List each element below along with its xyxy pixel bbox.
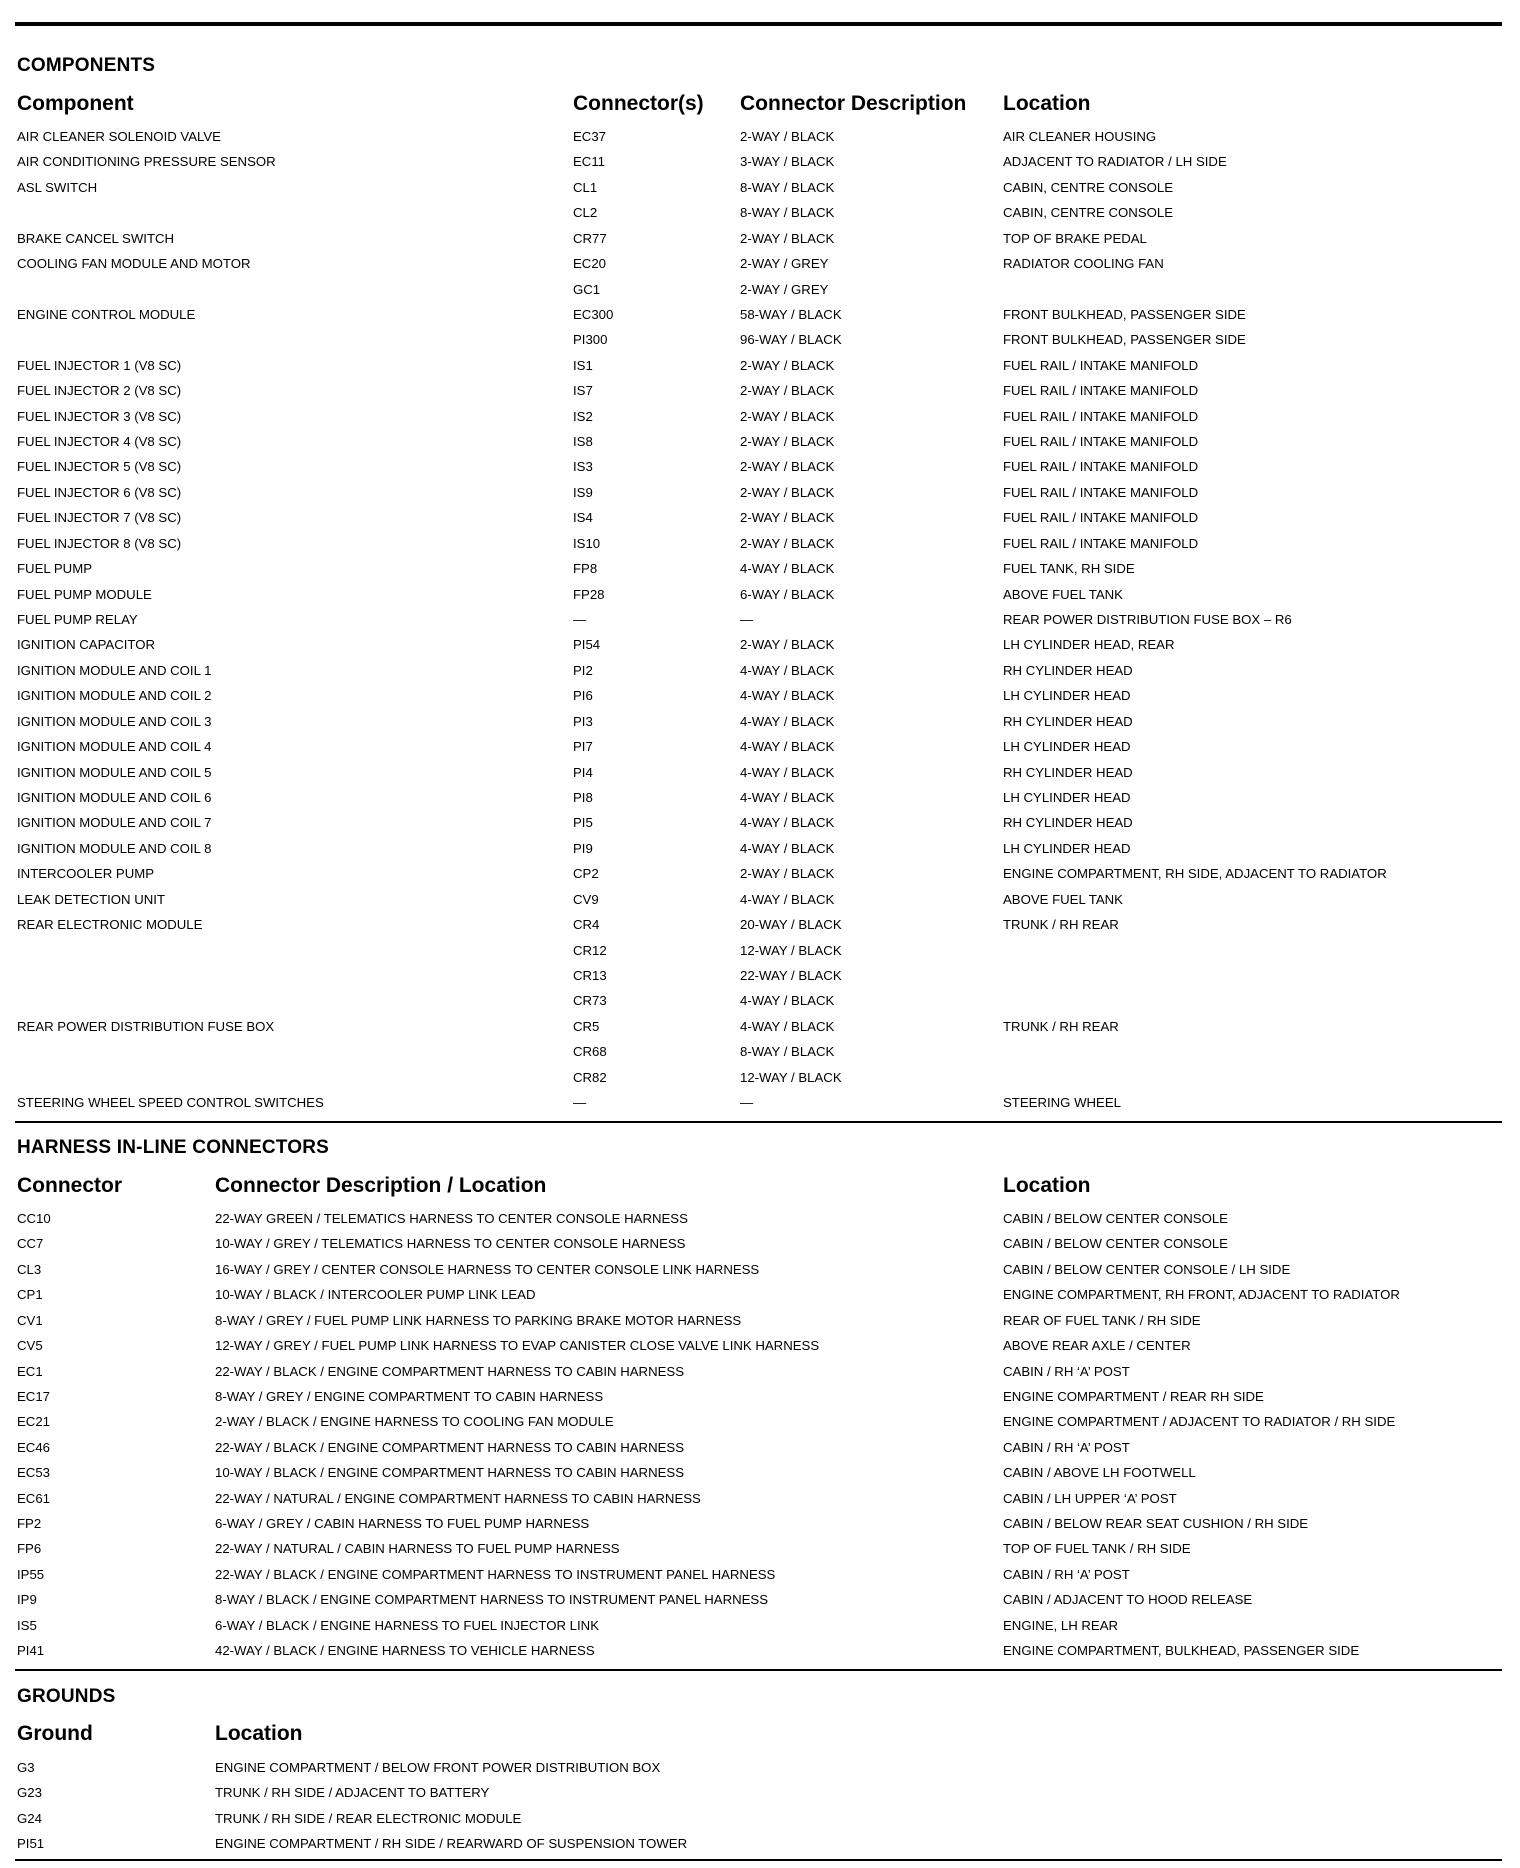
connector-description-cell: 4-WAY / BLACK [740, 764, 835, 780]
table-row [0, 1333, 1520, 1358]
connector-id-cell: IS2 [573, 408, 593, 424]
table-row [0, 1755, 1520, 1780]
ground-id-cell: PI51 [17, 1836, 45, 1852]
component-name-cell: FUEL INJECTOR 7 (V8 SC) [17, 510, 182, 526]
location-cell: RH CYLINDER HEAD [1003, 713, 1133, 729]
location-cell: CABIN, CENTRE CONSOLE [1003, 205, 1174, 221]
location-cell: RH CYLINDER HEAD [1003, 662, 1133, 678]
connector-id-cell: CR82 [573, 1069, 607, 1085]
table-row [0, 175, 1520, 200]
table-row [0, 124, 1520, 149]
connector-description-cell: 22-WAY / NATURAL / CABIN HARNESS TO FUEL PUMP HARNESS [215, 1541, 620, 1557]
connector-description-cell: 6-WAY / GREY / CABIN HARNESS TO FUEL PUMP HARNESS [215, 1516, 590, 1532]
connector-id-cell: PI7 [573, 739, 593, 755]
connector-description-cell: 22-WAY / NATURAL / ENGINE COMPARTMENT HARNESS TO CABIN HARNESS [215, 1490, 701, 1506]
table-row [0, 251, 1520, 276]
component-name-cell: IGNITION MODULE AND COIL 8 [17, 840, 212, 856]
location-cell: FUEL RAIL / INTAKE MANIFOLD [1003, 484, 1199, 500]
location-cell: ENGINE COMPARTMENT, BULKHEAD, PASSENGER SIDE [1003, 1643, 1360, 1659]
table-row [0, 1511, 1520, 1536]
table-row [0, 531, 1520, 556]
connector-id-cell: IP9 [17, 1592, 37, 1608]
connector-id-cell: IS3 [573, 459, 593, 475]
table-row [0, 1831, 1520, 1856]
connector-id-cell: CV5 [17, 1338, 43, 1354]
connector-description-cell: 2-WAY / BLACK [740, 484, 835, 500]
component-name-cell: IGNITION MODULE AND COIL 7 [17, 815, 212, 831]
connector-description-cell: 4-WAY / BLACK [740, 688, 835, 704]
header-connector-description-location: Connector Description / Location [215, 1174, 547, 1197]
connector-id-cell: EC20 [573, 256, 606, 272]
components-table [0, 124, 1520, 1115]
connector-id-cell: CR73 [573, 993, 607, 1009]
location-cell: AIR CLEANER HOUSING [1003, 129, 1157, 144]
connector-id-cell: EC300 [573, 306, 614, 322]
table-row [0, 582, 1520, 607]
location-cell: TRUNK / RH SIDE / ADJACENT TO BATTERY [215, 1785, 490, 1801]
component-name-cell: IGNITION MODULE AND COIL 1 [17, 662, 212, 678]
connector-id-cell: CR12 [573, 942, 607, 958]
connector-description-cell: 16-WAY / GREY / CENTER CONSOLE HARNESS TO CENTER CONSOLE LINK HARNESS [215, 1261, 760, 1277]
component-name-cell: COOLING FAN MODULE AND MOTOR [17, 256, 251, 272]
connector-id-cell: CR77 [573, 230, 607, 246]
header-connector: Connector [17, 1174, 122, 1197]
table-row [0, 734, 1520, 759]
connector-description-cell: 2-WAY / BLACK [740, 408, 835, 424]
location-cell: ENGINE COMPARTMENT / RH SIDE / REARWARD OF SUSPENSION TOWER [215, 1836, 688, 1852]
connector-id-cell: CC10 [17, 1211, 51, 1226]
table-row [0, 709, 1520, 734]
ground-id-cell: G24 [17, 1810, 42, 1826]
location-cell: FUEL RAIL / INTAKE MANIFOLD [1003, 408, 1199, 424]
location-cell: CABIN / BELOW CENTER CONSOLE [1003, 1236, 1228, 1252]
connector-description-cell: 2-WAY / BLACK / ENGINE HARNESS TO COOLING FAN MODULE [215, 1414, 614, 1430]
connector-description-cell: 6-WAY / BLACK [740, 586, 835, 602]
component-name-cell: STEERING WHEEL SPEED CONTROL SWITCHES [17, 1095, 324, 1111]
connector-description-cell: 8-WAY / BLACK [740, 205, 835, 221]
component-name-cell: FUEL INJECTOR 2 (V8 SC) [17, 383, 182, 399]
header-location: Location [1003, 1174, 1091, 1197]
table-row [0, 607, 1520, 632]
connector-id-cell: EC61 [17, 1490, 50, 1506]
connector-id-cell: EC46 [17, 1439, 50, 1455]
location-cell: TOP OF BRAKE PEDAL [1003, 230, 1147, 246]
connector-description-cell: 4-WAY / BLACK [740, 739, 835, 755]
component-name-cell: REAR POWER DISTRIBUTION FUSE BOX [17, 1018, 275, 1034]
table-row [0, 1536, 1520, 1561]
connector-id-cell: EC53 [17, 1465, 50, 1481]
table-row [0, 302, 1520, 327]
table-row [0, 429, 1520, 454]
connector-id-cell: CP1 [17, 1287, 43, 1303]
connector-description-cell: 2-WAY / GREY [740, 281, 829, 297]
location-cell: FUEL RAIL / INTAKE MANIFOLD [1003, 510, 1199, 526]
location-cell: LH CYLINDER HEAD [1003, 739, 1131, 755]
table-row [0, 1308, 1520, 1333]
connector-id-cell: IS8 [573, 434, 593, 450]
connector-id-cell: PI9 [573, 840, 593, 856]
connector-description-cell: 12-WAY / BLACK [740, 1069, 842, 1085]
connector-id-cell: CR68 [573, 1044, 607, 1060]
table-row [0, 1780, 1520, 1805]
component-name-cell: ENGINE CONTROL MODULE [17, 306, 196, 322]
harness-table [0, 1206, 1520, 1664]
location-cell: STEERING WHEEL [1003, 1095, 1121, 1111]
location-cell: CABIN / BELOW CENTER CONSOLE / LH SIDE [1003, 1261, 1291, 1277]
connector-description-cell: 22-WAY / BLACK / ENGINE COMPARTMENT HARNESS TO INSTRUMENT PANEL HARNESS [215, 1566, 776, 1582]
top-rule [15, 22, 1502, 26]
connector-description-cell: 10-WAY / BLACK / INTERCOOLER PUMP LINK LEAD [215, 1287, 536, 1303]
component-name-cell: FUEL PUMP RELAY [17, 612, 138, 628]
connector-description-cell: 2-WAY / BLACK [740, 230, 835, 246]
connector-id-cell: IP55 [17, 1566, 45, 1582]
table-row [0, 810, 1520, 835]
component-name-cell: AIR CLEANER SOLENOID VALVE [17, 129, 221, 144]
connector-description-cell: 2-WAY / GREY [740, 256, 829, 272]
section-divider [15, 1121, 1502, 1123]
table-row [0, 1014, 1520, 1039]
location-cell: TRUNK / RH SIDE / REAR ELECTRONIC MODULE [215, 1810, 522, 1826]
location-cell: ENGINE COMPARTMENT, RH SIDE, ADJACENT TO RADIATOR [1003, 866, 1387, 882]
connector-description-cell: 2-WAY / BLACK [740, 637, 835, 653]
table-row [0, 912, 1520, 937]
table-row [0, 1460, 1520, 1485]
table-row [0, 378, 1520, 403]
connector-description-cell: — [740, 1095, 754, 1111]
location-cell: ENGINE COMPARTMENT, RH FRONT, ADJACENT TO RADIATOR [1003, 1287, 1400, 1303]
connector-id-cell: CR4 [573, 917, 600, 933]
harness-header-row [0, 1172, 1520, 1200]
location-cell: CABIN, CENTRE CONSOLE [1003, 179, 1174, 195]
connector-id-cell: IS4 [573, 510, 593, 526]
bottom-rule [15, 1859, 1502, 1861]
connector-id-cell: FP8 [573, 561, 598, 577]
connector-description-cell: 2-WAY / BLACK [740, 383, 835, 399]
connector-id-cell: CL2 [573, 205, 598, 221]
connector-description-cell: 2-WAY / BLACK [740, 459, 835, 475]
connector-description-cell: 4-WAY / BLACK [740, 891, 835, 907]
connector-description-cell: — [740, 612, 754, 628]
connector-description-cell: 2-WAY / BLACK [740, 129, 835, 144]
component-name-cell: FUEL INJECTOR 3 (V8 SC) [17, 408, 182, 424]
location-cell: ENGINE COMPARTMENT / REAR RH SIDE [1003, 1388, 1264, 1404]
table-row [0, 887, 1520, 912]
connector-description-cell: 10-WAY / GREY / TELEMATICS HARNESS TO CENTER CONSOLE HARNESS [215, 1236, 686, 1252]
connector-description-cell: 22-WAY GREEN / TELEMATICS HARNESS TO CENTER CONSOLE HARNESS [215, 1211, 688, 1226]
connector-id-cell: PI41 [17, 1643, 45, 1659]
location-cell: CABIN / ABOVE LH FOOTWELL [1003, 1465, 1196, 1481]
table-row [0, 1806, 1520, 1831]
connector-id-cell: FP2 [17, 1516, 42, 1532]
connector-description-cell: 4-WAY / BLACK [740, 662, 835, 678]
component-name-cell: IGNITION MODULE AND COIL 6 [17, 789, 212, 805]
connector-description-cell: 4-WAY / BLACK [740, 815, 835, 831]
table-row [0, 963, 1520, 988]
connector-id-cell: CR5 [573, 1018, 600, 1034]
component-name-cell: INTERCOOLER PUMP [17, 866, 155, 882]
connector-description-cell: 4-WAY / BLACK [740, 789, 835, 805]
connector-description-cell: 6-WAY / BLACK / ENGINE HARNESS TO FUEL INJECTOR LINK [215, 1617, 599, 1633]
connector-id-cell: PI4 [573, 764, 593, 780]
header-location: Location [215, 1722, 303, 1745]
connector-id-cell: CR13 [573, 967, 607, 983]
location-cell: RH CYLINDER HEAD [1003, 815, 1133, 831]
table-row [0, 1039, 1520, 1064]
grounds-section-title: GROUNDS [17, 1686, 116, 1707]
location-cell: CABIN / LH UPPER ‘A’ POST [1003, 1490, 1177, 1506]
connector-description-cell: 12-WAY / GREY / FUEL PUMP LINK HARNESS TO EVAP CANISTER CLOSE VALVE LINK HARNESS [215, 1338, 820, 1354]
connector-description-cell: 20-WAY / BLACK [740, 917, 842, 933]
components-section-title: COMPONENTS [17, 55, 156, 76]
location-cell: ADJACENT TO RADIATOR / LH SIDE [1003, 154, 1227, 170]
table-row [0, 1409, 1520, 1434]
connector-description-cell: 2-WAY / BLACK [740, 866, 835, 882]
location-cell: ENGINE COMPARTMENT / BELOW FRONT POWER DISTRIBUTION BOX [215, 1760, 661, 1775]
table-row [0, 277, 1520, 302]
table-row [0, 632, 1520, 657]
location-cell: CABIN / RH ‘A’ POST [1003, 1566, 1130, 1582]
table-row [0, 1359, 1520, 1384]
connector-description-cell: 96-WAY / BLACK [740, 332, 842, 348]
section-divider [15, 1669, 1502, 1671]
connector-description-cell: 22-WAY / BLACK / ENGINE COMPARTMENT HARNESS TO CABIN HARNESS [215, 1363, 684, 1379]
harness-section-title: HARNESS IN-LINE CONNECTORS [17, 1137, 330, 1158]
location-cell: RADIATOR COOLING FAN [1003, 256, 1164, 272]
location-cell: FRONT BULKHEAD, PASSENGER SIDE [1003, 332, 1246, 348]
location-cell: FUEL RAIL / INTAKE MANIFOLD [1003, 459, 1199, 475]
location-cell: LH CYLINDER HEAD, REAR [1003, 637, 1175, 653]
connector-description-cell: 4-WAY / BLACK [740, 840, 835, 856]
component-name-cell: FUEL PUMP MODULE [17, 586, 152, 602]
connector-description-cell: 8-WAY / GREY / ENGINE COMPARTMENT TO CABIN HARNESS [215, 1388, 604, 1404]
connector-id-cell: CL1 [573, 179, 598, 195]
connector-description-cell: 4-WAY / BLACK [740, 561, 835, 577]
location-cell: ABOVE FUEL TANK [1003, 586, 1123, 602]
connector-id-cell: IS7 [573, 383, 593, 399]
connector-id-cell: PI2 [573, 662, 593, 678]
connector-id-cell: IS9 [573, 484, 593, 500]
table-row [0, 1257, 1520, 1282]
connector-id-cell: CV9 [573, 891, 599, 907]
table-row [0, 556, 1520, 581]
component-name-cell: REAR ELECTRONIC MODULE [17, 917, 203, 933]
table-row [0, 683, 1520, 708]
connector-id-cell: CC7 [17, 1236, 44, 1252]
table-row [0, 404, 1520, 429]
connector-description-cell: 2-WAY / BLACK [740, 357, 835, 373]
component-name-cell: FUEL INJECTOR 8 (V8 SC) [17, 535, 182, 551]
component-name-cell: FUEL INJECTOR 1 (V8 SC) [17, 357, 182, 373]
connector-description-cell: 4-WAY / BLACK [740, 713, 835, 729]
connector-id-cell: EC11 [573, 154, 606, 170]
location-cell: FUEL TANK, RH SIDE [1003, 561, 1135, 577]
table-row [0, 454, 1520, 479]
table-row [0, 149, 1520, 174]
table-row [0, 1562, 1520, 1587]
connector-description-cell: 2-WAY / BLACK [740, 434, 835, 450]
connector-id-cell: EC1 [17, 1363, 43, 1379]
component-name-cell: IGNITION MODULE AND COIL 2 [17, 688, 212, 704]
connector-description-cell: 12-WAY / BLACK [740, 942, 842, 958]
location-cell: TOP OF FUEL TANK / RH SIDE [1003, 1541, 1191, 1557]
connector-description-cell: 58-WAY / BLACK [740, 306, 842, 322]
component-name-cell: IGNITION MODULE AND COIL 5 [17, 764, 212, 780]
connector-id-cell: EC17 [17, 1388, 50, 1404]
table-row [0, 1638, 1520, 1663]
connector-description-cell: 22-WAY / BLACK / ENGINE COMPARTMENT HARNESS TO CABIN HARNESS [215, 1439, 684, 1455]
location-cell: LH CYLINDER HEAD [1003, 688, 1131, 704]
location-cell: CABIN / BELOW CENTER CONSOLE [1003, 1211, 1228, 1226]
location-cell: CABIN / RH ‘A’ POST [1003, 1439, 1130, 1455]
grounds-header-row [0, 1720, 1520, 1748]
component-name-cell: IGNITION MODULE AND COIL 4 [17, 739, 212, 755]
header-connectors: Connector(s) [573, 92, 704, 115]
table-row [0, 938, 1520, 963]
component-name-cell: BRAKE CANCEL SWITCH [17, 230, 175, 246]
location-cell: REAR OF FUEL TANK / RH SIDE [1003, 1312, 1201, 1328]
connector-id-cell: FP6 [17, 1541, 42, 1557]
location-cell: LH CYLINDER HEAD [1003, 789, 1131, 805]
ground-id-cell: G3 [17, 1760, 35, 1775]
location-cell: ABOVE FUEL TANK [1003, 891, 1123, 907]
location-cell: CABIN / BELOW REAR SEAT CUSHION / RH SIDE [1003, 1516, 1309, 1532]
header-connector-description: Connector Description [740, 92, 967, 115]
connector-description-cell: 8-WAY / BLACK / ENGINE COMPARTMENT HARNESS TO INSTRUMENT PANEL HARNESS [215, 1592, 769, 1608]
connector-id-cell: EC21 [17, 1414, 50, 1430]
location-cell: CABIN / ADJACENT TO HOOD RELEASE [1003, 1592, 1253, 1608]
connector-description-cell: 2-WAY / BLACK [740, 535, 835, 551]
location-cell: ENGINE COMPARTMENT / ADJACENT TO RADIATOR / RH SIDE [1003, 1414, 1396, 1430]
connector-id-cell: — [573, 612, 587, 628]
table-row [0, 861, 1520, 886]
table-row [0, 1435, 1520, 1460]
grounds-table [0, 1755, 1520, 1857]
connector-id-cell: IS10 [573, 535, 601, 551]
location-cell: RH CYLINDER HEAD [1003, 764, 1133, 780]
connector-id-cell: PI8 [573, 789, 593, 805]
component-name-cell: AIR CONDITIONING PRESSURE SENSOR [17, 154, 276, 170]
table-row [0, 1206, 1520, 1231]
connector-id-cell: IS5 [17, 1617, 37, 1633]
table-row [0, 1587, 1520, 1612]
table-row [0, 988, 1520, 1013]
component-name-cell: LEAK DETECTION UNIT [17, 891, 166, 907]
connector-id-cell: CV1 [17, 1312, 43, 1328]
component-name-cell: FUEL INJECTOR 5 (V8 SC) [17, 459, 182, 475]
table-row [0, 1613, 1520, 1638]
table-row [0, 480, 1520, 505]
table-row [0, 658, 1520, 683]
connector-description-cell: 8-WAY / GREY / FUEL PUMP LINK HARNESS TO PARKING BRAKE MOTOR HARNESS [215, 1312, 742, 1328]
table-row [0, 1231, 1520, 1256]
connector-description-cell: 42-WAY / BLACK / ENGINE HARNESS TO VEHICLE HARNESS [215, 1643, 595, 1659]
location-cell: FUEL RAIL / INTAKE MANIFOLD [1003, 434, 1199, 450]
location-cell: ENGINE, LH REAR [1003, 1617, 1119, 1633]
connector-id-cell: GC1 [573, 281, 601, 297]
location-cell: FUEL RAIL / INTAKE MANIFOLD [1003, 383, 1199, 399]
connector-id-cell: PI3 [573, 713, 593, 729]
component-name-cell: IGNITION MODULE AND COIL 3 [17, 713, 212, 729]
connector-id-cell: EC37 [573, 129, 606, 144]
header-ground: Ground [17, 1722, 93, 1745]
table-row [0, 505, 1520, 530]
component-name-cell: FUEL INJECTOR 6 (V8 SC) [17, 484, 182, 500]
connector-id-cell: FP28 [573, 586, 605, 602]
connector-description-cell: 8-WAY / BLACK [740, 179, 835, 195]
component-name-cell: FUEL INJECTOR 4 (V8 SC) [17, 434, 182, 450]
location-cell: TRUNK / RH REAR [1003, 1018, 1119, 1034]
location-cell: FUEL RAIL / INTAKE MANIFOLD [1003, 357, 1199, 373]
connector-id-cell: IS1 [573, 357, 593, 373]
table-row [0, 200, 1520, 225]
component-name-cell: FUEL PUMP [17, 561, 92, 577]
ground-id-cell: G23 [17, 1785, 42, 1801]
location-cell: FUEL RAIL / INTAKE MANIFOLD [1003, 535, 1199, 551]
location-cell: ABOVE REAR AXLE / CENTER [1003, 1338, 1191, 1354]
table-row [0, 836, 1520, 861]
connector-id-cell: PI300 [573, 332, 608, 348]
location-cell: CABIN / RH ‘A’ POST [1003, 1363, 1130, 1379]
connector-description-cell: 4-WAY / BLACK [740, 1018, 835, 1034]
header-component: Component [17, 92, 134, 115]
table-row [0, 1282, 1520, 1307]
components-header-row [0, 90, 1520, 118]
table-row [0, 1065, 1520, 1090]
connector-description-cell: 4-WAY / BLACK [740, 993, 835, 1009]
location-cell: LH CYLINDER HEAD [1003, 840, 1131, 856]
connector-id-cell: CP2 [573, 866, 599, 882]
location-cell: TRUNK / RH REAR [1003, 917, 1119, 933]
component-name-cell: IGNITION CAPACITOR [17, 637, 155, 653]
table-row [0, 353, 1520, 378]
connector-description-cell: 22-WAY / BLACK [740, 967, 842, 983]
table-row [0, 760, 1520, 785]
connector-description-cell: 3-WAY / BLACK [740, 154, 835, 170]
location-cell: REAR POWER DISTRIBUTION FUSE BOX – R6 [1003, 612, 1292, 628]
connector-id-cell: — [573, 1095, 587, 1111]
table-row [0, 226, 1520, 251]
connector-description-cell: 8-WAY / BLACK [740, 1044, 835, 1060]
component-name-cell: ASL SWITCH [17, 179, 98, 195]
table-row [0, 1486, 1520, 1511]
table-row [0, 1090, 1520, 1115]
table-row [0, 327, 1520, 352]
connector-id-cell: PI5 [573, 815, 593, 831]
header-location: Location [1003, 92, 1091, 115]
connector-description-cell: 2-WAY / BLACK [740, 510, 835, 526]
location-cell: FRONT BULKHEAD, PASSENGER SIDE [1003, 306, 1246, 322]
table-row [0, 1384, 1520, 1409]
table-row [0, 785, 1520, 810]
connector-description-cell: 10-WAY / BLACK / ENGINE COMPARTMENT HARNESS TO CABIN HARNESS [215, 1465, 684, 1481]
connector-id-cell: PI6 [573, 688, 593, 704]
connector-id-cell: PI54 [573, 637, 601, 653]
connector-id-cell: CL3 [17, 1261, 42, 1277]
